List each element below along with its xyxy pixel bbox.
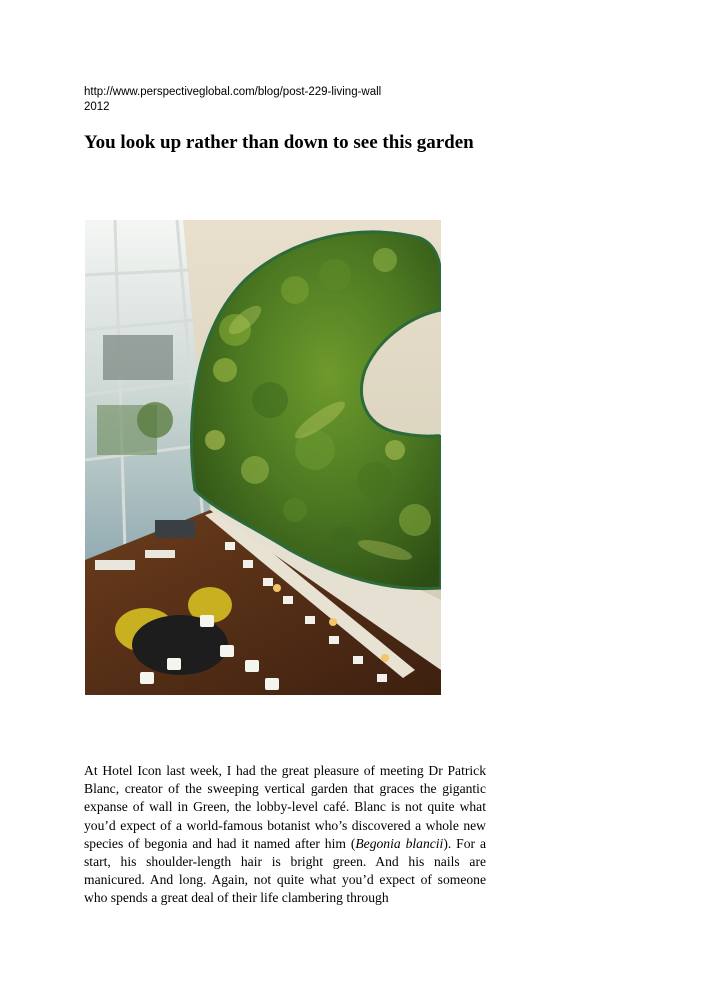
- source-year: 2012: [84, 101, 110, 113]
- article-headline: You look up rather than down to see this garden: [84, 132, 474, 153]
- article-text-1: At Hotel Icon last week, I had the great pleasure of meeting Dr Patrick Blanc, creator of the sweeping vertical garden that graces the gigantic expanse of wall in Green, the lobby-level café. Blanc is not quite what you’d expect of a world-famous botanist who’s discovered a whole new species of begonia and had it named after him (: [84, 763, 486, 851]
- living-wall-photo: [85, 220, 441, 695]
- species-name: Begonia blancii: [355, 835, 444, 851]
- article-text-2: ). For a start, his shoulder-length hair is bright green. And his nails are manicured. And long. Again, not quite what you’d expect of someone who spends a great deal of their life clambering through: [84, 835, 486, 906]
- source-url: http://www.perspectiveglobal.com/blog/post-229-living-wall: [84, 86, 382, 98]
- article-body: [84, 762, 486, 908]
